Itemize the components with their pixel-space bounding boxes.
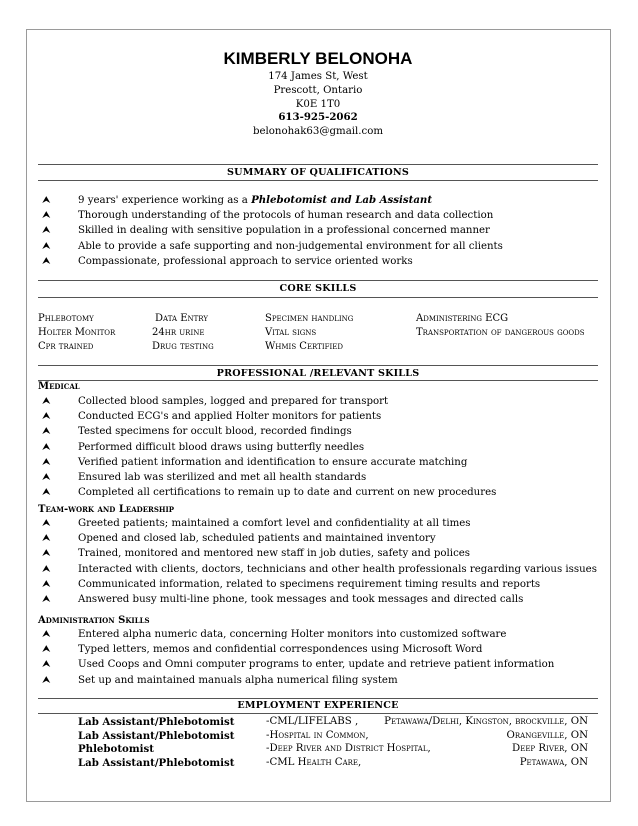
- arrowhead-bullet-icon: ⮝: [42, 471, 51, 483]
- section-title-summary: SUMMARY OF QUALIFICATIONS: [227, 167, 409, 178]
- list-item: ⮝ Completed all certifications to remain up to date and current on new procedures: [42, 485, 496, 500]
- address-line-2: Prescott, Ontario: [273, 85, 363, 96]
- email-address[interactable]: belonohak63@gmail.com: [252, 126, 384, 137]
- arrowhead-bullet-icon: ⮝: [42, 578, 51, 590]
- arrowhead-bullet-icon: ⮝: [42, 396, 51, 407]
- job-title: Phlebotomist: [78, 743, 154, 755]
- list-item: ⮝ Set up and maintained manuals alpha numerical filing system: [42, 673, 554, 688]
- phone-number: 613-925-2062: [278, 111, 358, 123]
- divider: [38, 713, 598, 714]
- core-skill: Specimen handling: [265, 313, 354, 324]
- arrowhead-bullet-icon: ⮝: [42, 225, 51, 237]
- divider: [38, 180, 598, 181]
- core-skill: Vital signs: [265, 327, 317, 338]
- employer: -CML/LIFELABS ,: [266, 716, 359, 727]
- list-item: ⮝ Opened and closed lab, scheduled patients and maintained inventory: [42, 531, 597, 546]
- employer: -CML Health Care,: [266, 757, 362, 768]
- arrowhead-bullet-icon: ⮝: [42, 533, 51, 545]
- list-item: ⮝ Used Coops and Omni computer programs to enter, update and retrieve patient information: [42, 657, 554, 672]
- job-title: Lab Assistant/Phlebotomist: [78, 716, 235, 728]
- summary-list: [42, 193, 503, 269]
- arrowhead-bullet-icon: ⮝: [42, 240, 51, 252]
- list-item: ⮝ Greeted patients; maintained a comfort level and confidentiality at all times: [42, 516, 597, 531]
- medical-list: [42, 394, 496, 500]
- core-skill: Phlebotomy: [38, 313, 94, 324]
- core-skill: Data Entry: [155, 313, 208, 324]
- arrowhead-bullet-icon: ⮝: [42, 426, 51, 438]
- job-location: Deep River, ON: [512, 743, 588, 754]
- arrowhead-bullet-icon: ⮝: [42, 441, 51, 453]
- arrowhead-bullet-icon: ⮝: [42, 411, 51, 423]
- list-item: ⮝ Thorough understanding of the protocols of human research and data collection: [42, 208, 503, 223]
- job-title: Lab Assistant/Phlebotomist: [78, 757, 235, 769]
- list-item: ⮝ Tested specimens for occult blood, recorded findings: [42, 424, 496, 439]
- list-item: ⮝ 9 years' experience working as a Phlebotomist and Lab Assistant: [42, 193, 503, 208]
- core-skill: Drug testing: [152, 341, 214, 352]
- candidate-name: KIMBERLY BELONOHA: [223, 49, 413, 68]
- list-item: ⮝ Conducted ECG's and applied Holter monitors for patients: [42, 409, 496, 424]
- divider: [38, 164, 598, 165]
- list-item: ⮝ Ensured lab was sterilized and met all health standards: [42, 470, 496, 485]
- address-line-1: 174 James St, West: [268, 71, 368, 82]
- list-item: ⮝ Able to provide a safe supporting and non-judgemental environment for all clients: [42, 239, 503, 254]
- arrowhead-bullet-icon: ⮝: [42, 629, 51, 640]
- list-item: ⮝ Skilled in dealing with sensitive population in a professional concerned manner: [42, 223, 503, 238]
- subheading-teamwork: Team-work and Leadership: [38, 504, 175, 515]
- job-location: Petawawa, ON: [519, 757, 588, 768]
- core-skill: Whmis Certified: [265, 341, 343, 352]
- list-item: ⮝ Trained, monitored and mentored new staff in job duties, safety and polices: [42, 546, 597, 561]
- arrowhead-bullet-icon: ⮝: [42, 255, 51, 267]
- job-location: Orangeville, ON: [506, 730, 588, 741]
- employer: -Hospital in Common,: [266, 730, 369, 741]
- postal-code: K0E 1T0: [295, 99, 341, 110]
- core-skill: 24hr urine: [152, 327, 205, 338]
- teamwork-list: [42, 516, 597, 607]
- section-title-employment: EMPLOYMENT EXPERIENCE: [237, 700, 399, 711]
- arrowhead-bullet-icon: ⮝: [42, 456, 51, 468]
- administration-list: [42, 627, 554, 688]
- job-location: Petawawa/Delhi, Kingston, brockville, ON: [384, 716, 588, 727]
- core-skill: Administering ECG: [416, 313, 509, 324]
- arrowhead-bullet-icon: ⮝: [42, 563, 51, 575]
- job-title: Lab Assistant/Phlebotomist: [78, 730, 235, 742]
- divider: [38, 280, 598, 281]
- divider: [38, 297, 598, 298]
- arrowhead-bullet-icon: ⮝: [42, 593, 51, 605]
- subheading-medical: Medical: [38, 381, 80, 392]
- arrowhead-bullet-icon: ⮝: [42, 659, 51, 671]
- arrowhead-bullet-icon: ⮝: [42, 210, 51, 222]
- list-item: ⮝ Performed difficult blood draws using butterfly needles: [42, 440, 496, 455]
- list-item: ⮝ Communicated information, related to specimens requirement timing results and reports: [42, 577, 597, 592]
- arrowhead-bullet-icon: ⮝: [42, 674, 51, 686]
- core-skill: Holter Monitor: [38, 327, 116, 338]
- list-item: ⮝ Answered busy multi-line phone, took messages and took messages and directed calls: [42, 592, 597, 607]
- divider: [38, 698, 598, 699]
- arrowhead-bullet-icon: ⮝: [42, 518, 51, 529]
- list-item: ⮝ Verified patient information and identification to ensure accurate matching: [42, 455, 496, 470]
- arrowhead-bullet-icon: ⮝: [42, 487, 51, 499]
- list-item: ⮝ Interacted with clients, doctors, technicians and other health professionals regarding various issues: [42, 562, 597, 577]
- list-item: ⮝ Collected blood samples, logged and prepared for transport: [42, 394, 496, 409]
- core-skill: Cpr trained: [38, 341, 94, 352]
- arrowhead-bullet-icon: ⮝: [42, 195, 51, 206]
- employer: -Deep River and District Hospital,: [266, 743, 431, 754]
- list-item: ⮝ Typed letters, memos and confidential correspondences using Microsoft Word: [42, 642, 554, 657]
- section-title-professional: PROFESSIONAL /RELEVANT SKILLS: [216, 368, 420, 379]
- divider: [38, 380, 598, 381]
- arrowhead-bullet-icon: ⮝: [42, 644, 51, 656]
- core-skill: Transportation of dangerous goods: [416, 327, 585, 338]
- list-item: ⮝ Compassionate, professional approach to service oriented works: [42, 254, 503, 269]
- divider: [38, 365, 598, 366]
- list-item: ⮝ Entered alpha numeric data, concerning Holter monitors into customized software: [42, 627, 554, 642]
- subheading-administration: Administration Skills: [38, 615, 150, 626]
- section-title-core-skills: CORE SKILLS: [279, 283, 357, 294]
- arrowhead-bullet-icon: ⮝: [42, 548, 51, 560]
